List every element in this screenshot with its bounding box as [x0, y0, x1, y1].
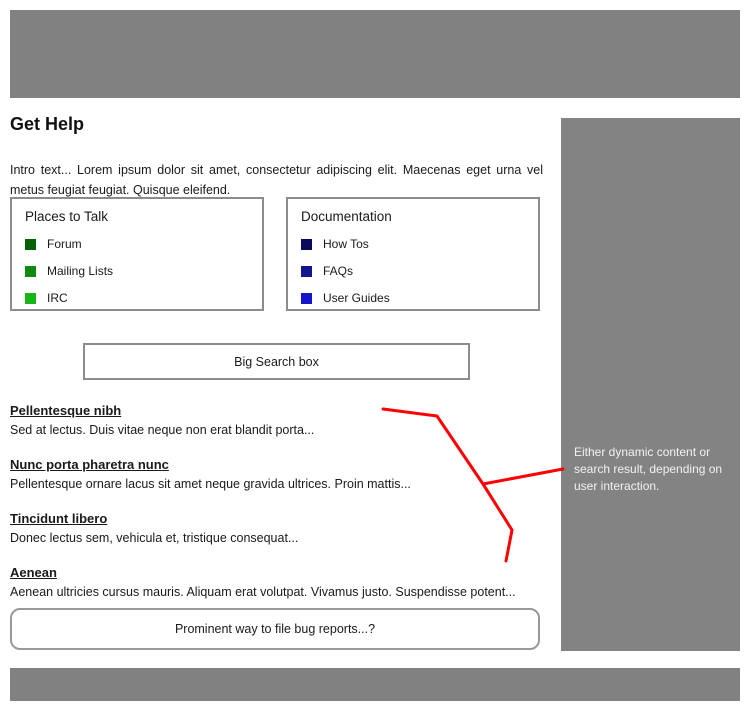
help-topics-list	[10, 403, 555, 619]
irc-bullet-icon	[25, 293, 36, 304]
link-irc[interactable]	[25, 291, 262, 305]
link-mailing-lists[interactable]	[25, 264, 262, 278]
search-input-label: Big Search box	[234, 354, 319, 369]
link-irc-label: IRC	[47, 291, 68, 305]
footer-placeholder-bar	[10, 668, 740, 701]
places-to-talk-panel	[10, 197, 264, 311]
help-topic-description: Sed at lectus. Duis vitae neque non erat blandit porta...	[10, 423, 315, 437]
help-topic-item	[10, 511, 555, 546]
link-how-tos[interactable]	[301, 237, 538, 251]
help-topic-description: Aenean ultricies cursus mauris. Aliquam erat volutpat. Vivamus justo. Suspendisse potent...	[10, 585, 516, 599]
link-how-tos-label: How Tos	[323, 237, 369, 251]
help-topic-link[interactable]: Pellentesque nibh	[10, 403, 122, 418]
file-bug-reports-button[interactable]	[10, 608, 540, 650]
dynamic-content-sidebar	[561, 118, 740, 651]
header-placeholder-bar	[10, 10, 740, 98]
help-topic-description: Pellentesque ornare lacus sit amet neque gravida ultrices. Proin mattis...	[10, 477, 411, 491]
mailing-lists-bullet-icon	[25, 266, 36, 277]
link-forum[interactable]	[25, 237, 262, 251]
link-forum-label: Forum	[47, 237, 82, 251]
sidebar-annotation-note: Either dynamic content or search result, depending on user interaction.	[574, 445, 723, 493]
link-faqs-label: FAQs	[323, 264, 354, 278]
help-topic-link[interactable]: Aenean	[10, 565, 57, 580]
file-bug-reports-label: Prominent way to file bug reports...?	[174, 622, 376, 636]
link-mailing-lists-label: Mailing Lists	[47, 264, 114, 278]
link-user-guides-label: User Guides	[323, 291, 390, 305]
link-faqs[interactable]	[301, 264, 538, 278]
link-user-guides[interactable]	[301, 291, 538, 305]
how-tos-bullet-icon	[301, 239, 312, 250]
intro-text: Intro text... Lorem ipsum dolor sit amet, consectetur adipiscing elit. Maecenas eget urna vel metus feugiat feugiat. Quisque eleifend.	[10, 162, 543, 197]
documentation-list	[301, 237, 538, 305]
documentation-title: Documentation	[301, 209, 392, 224]
documentation-panel	[286, 197, 540, 311]
places-to-talk-title: Places to Talk	[25, 209, 109, 224]
help-topic-description: Donec lectus sem, vehicula et, tristique consequat...	[10, 531, 299, 545]
forum-bullet-icon	[25, 239, 36, 250]
help-topic-item	[10, 403, 555, 438]
page-title: Get Help	[10, 114, 85, 134]
faqs-bullet-icon	[301, 266, 312, 277]
help-topic-link[interactable]: Tincidunt libero	[10, 511, 108, 526]
search-input[interactable]	[83, 343, 470, 380]
help-topic-item	[10, 457, 555, 492]
help-topic-link[interactable]: Nunc porta pharetra nunc	[10, 457, 169, 472]
help-topic-item	[10, 565, 555, 600]
user-guides-bullet-icon	[301, 293, 312, 304]
places-to-talk-list	[25, 237, 262, 305]
